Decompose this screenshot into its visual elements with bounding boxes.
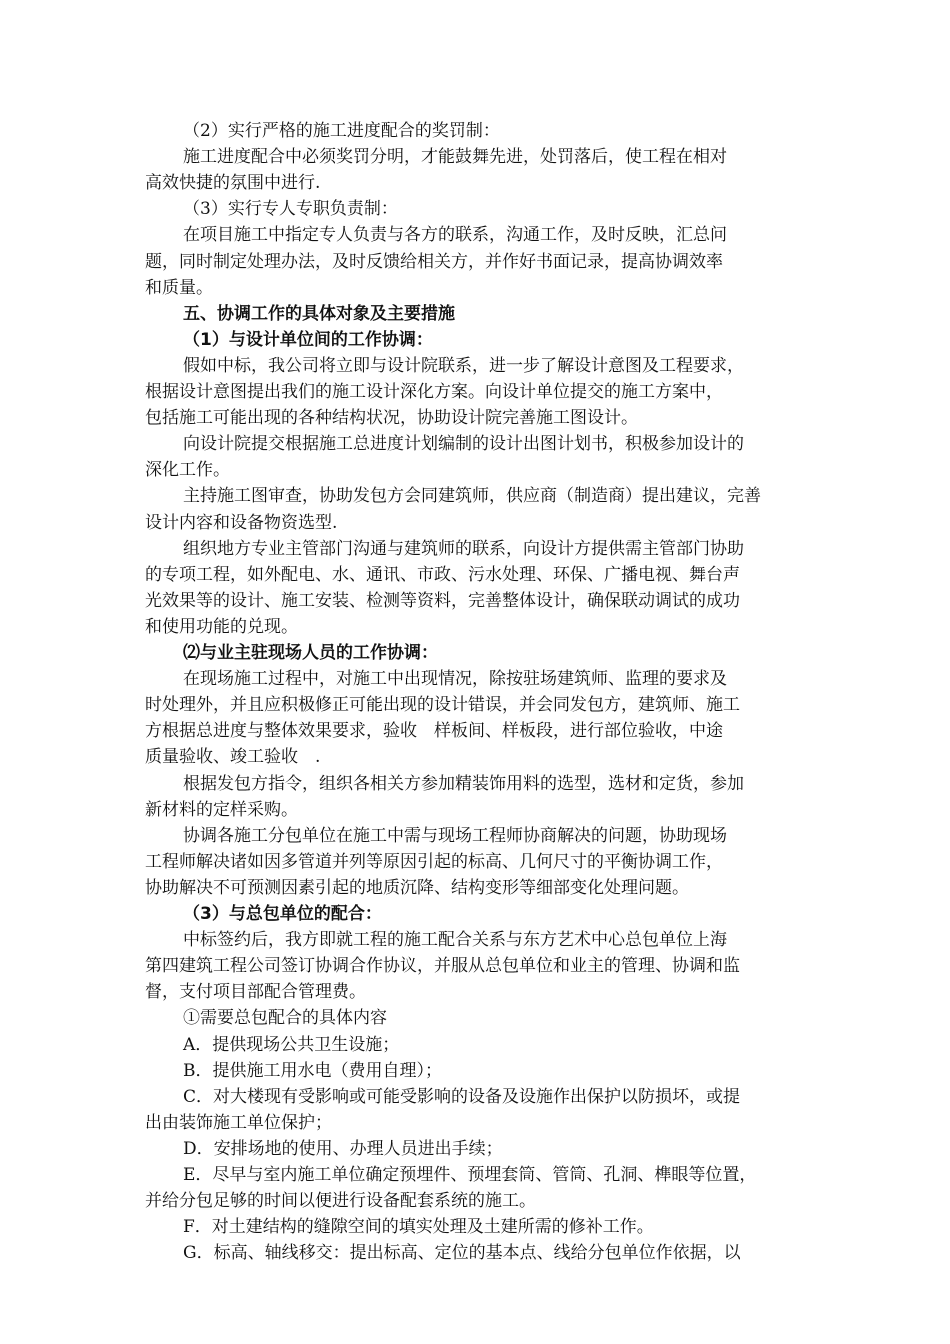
text-line: 时处理外，并且应积极修正可能出现的设计错误，并会同发包方，建筑师、施工 — [145, 695, 740, 716]
text-line: ①需要总包配合的具体内容 — [183, 1008, 387, 1029]
text-line: 主持施工图审查，协助发包方会同建筑师，供应商（制造商）提出建议，完善 — [183, 486, 761, 507]
text-line: 工程师解决诸如因多管道并列等原因引起的标高、几何尺寸的平衡协调工作， — [145, 851, 723, 872]
text-line: B．提供施工用水电（费用自理）； — [183, 1060, 442, 1081]
text-line: 深化工作。 — [145, 460, 230, 481]
text-line: 高效快捷的氛围中进行. — [145, 173, 321, 194]
text-line: 和使用功能的兑现。 — [145, 616, 298, 637]
text-line: 光效果等的设计、施工安装、检测等资料，完善整体设计，确保联动调试的成功 — [145, 590, 740, 611]
text-line: F．对土建结构的缝隙空间的填实处理及土建所需的修补工作。 — [183, 1217, 654, 1238]
text-line: 并给分包足够的时间以便进行设备配套系统的施工。 — [145, 1191, 536, 1212]
text-line: E．尽早与室内施工单位确定预埋件、预埋套筒、管筒、孔洞、榫眼等位置， — [183, 1165, 757, 1185]
text-line: 假如中标，我公司将立即与设计院联系，进一步了解设计意图及工程要求， — [183, 355, 744, 376]
text-line: 协调各施工分包单位在施工中需与现场工程师协商解决的问题，协助现场 — [183, 825, 727, 846]
text-line: 第四建筑工程公司签订协调合作协议，并服从总包单位和业主的管理、协调和监 — [145, 956, 740, 977]
section-heading: ⑵与业主驻现场人员的工作协调： — [183, 643, 438, 663]
text-line: 质量验收、竣工验收 . — [145, 747, 321, 768]
text-line: （2）实行严格的施工进度配合的奖罚制： — [183, 121, 500, 141]
text-line: 设计内容和设备物资选型. — [145, 512, 338, 533]
text-line: 方根据总进度与整体效果要求，验收 样板间、样板段，进行部位验收，中途 — [145, 721, 723, 742]
text-line: 根据发包方指令，组织各相关方参加精装饰用料的选型，选材和定货，参加 — [183, 773, 744, 794]
text-line: D．安排场地的使用、办理人员进出手续； — [183, 1138, 503, 1159]
section-heading: （1）与设计单位间的工作协调： — [183, 329, 433, 350]
text-line: 向设计院提交根据施工总进度计划编制的设计出图计划书，积极参加设计的 — [183, 434, 744, 455]
text-line: 和质量。 — [145, 277, 213, 298]
text-line: 题，同时制定处理办法，及时反馈给相关方，并作好书面记录，提高协调效率 — [145, 251, 723, 272]
text-line: 在项目施工中指定专人负责与各方的联系，沟通工作，及时反映，汇总问 — [183, 225, 727, 246]
text-line: G．标高、轴线移交：提出标高、定位的基本点、线给分包单位作依据，以 — [183, 1243, 741, 1264]
text-line: 组织地方专业主管部门沟通与建筑师的联系，向设计方提供需主管部门协助 — [183, 538, 744, 559]
section-heading: （3）与总包单位的配合： — [183, 904, 382, 924]
text-line: 中标签约后，我方即就工程的施工配合关系与东方艺术中心总包单位上海 — [183, 930, 727, 951]
text-line: 的专项工程，如外配电、水、通讯、市政、污水处理、环保、广播电视、舞台声 — [145, 564, 740, 585]
text-line: 根据设计意图提出我们的施工设计深化方案。向设计单位提交的施工方案中， — [145, 382, 723, 402]
text-line: 协助解决不可预测因素引起的地质沉降、结构变形等细部变化处理问题。 — [145, 877, 689, 898]
text-line: 新材料的定样采购。 — [145, 799, 298, 820]
text-line: A．提供现场公共卫生设施； — [183, 1034, 400, 1055]
text-line: 包括施工可能出现的各种结构状况，协助设计院完善施工图设计。 — [145, 408, 638, 429]
section-heading: 五、协调工作的具体对象及主要措施 — [183, 303, 455, 324]
text-line: （3）实行专人专职负责制： — [183, 199, 398, 220]
text-line: 出由装饰施工单位保护； — [145, 1112, 332, 1133]
text-line: C．对大楼现有受影响或可能受影响的设备及设施作出保护以防损坏，或提 — [183, 1086, 741, 1107]
text-line: 督，支付项目部配合管理费。 — [145, 982, 366, 1003]
text-line: 在现场施工过程中，对施工中出现情况，除按驻场建筑师、监理的要求及 — [183, 669, 727, 690]
text-line: 施工进度配合中必须奖罚分明，才能鼓舞先进，处罚落后，使工程在相对 — [183, 147, 727, 168]
